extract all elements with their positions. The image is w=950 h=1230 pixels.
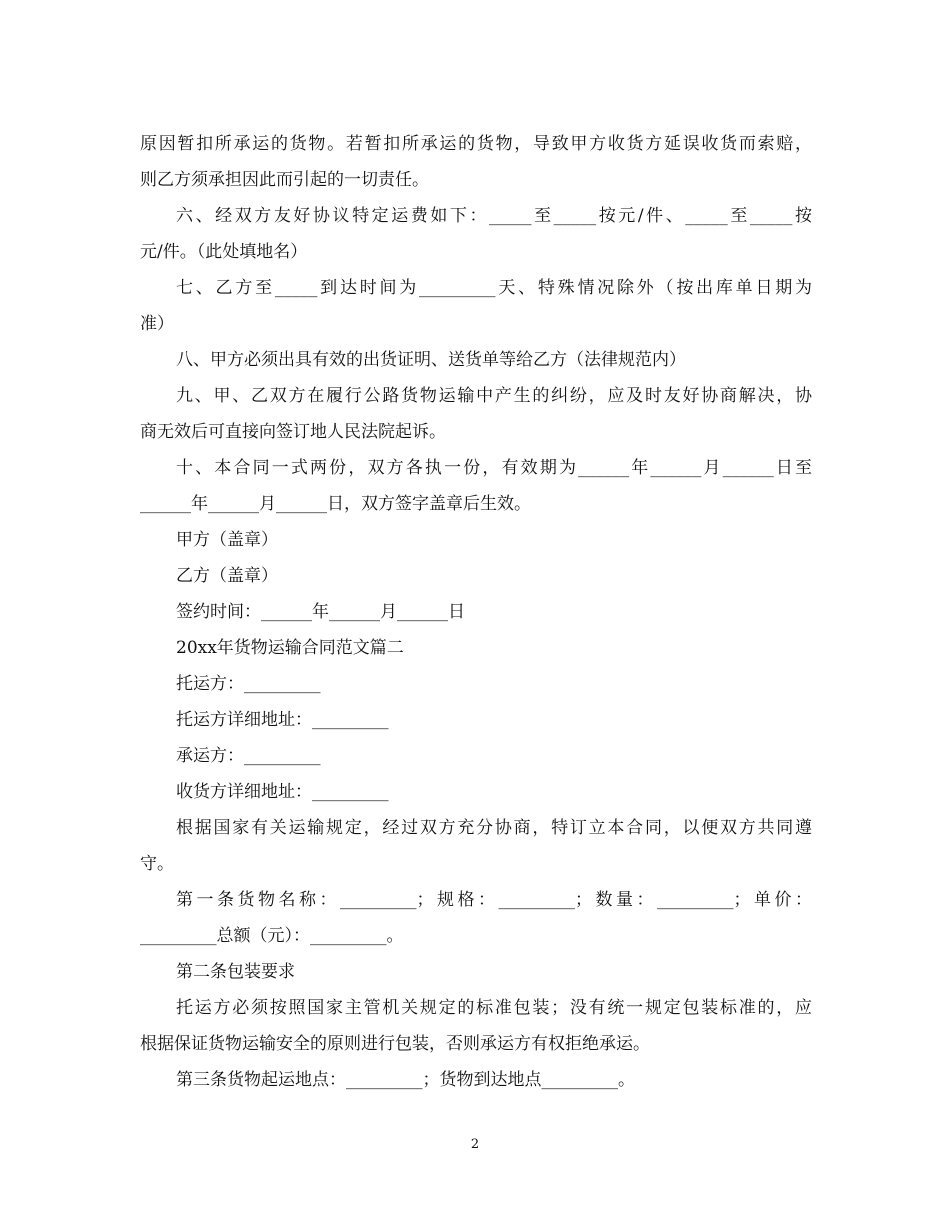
- article-two-line: 根据保证货物运输安全的原则进行包装，否则承运方有权拒绝承运。: [140, 1034, 650, 1054]
- clause-seven-line: 准）: [140, 314, 174, 334]
- article-one-line: 第一条货物名称：_________；规格：_________；数量：_________；单价：: [176, 890, 812, 910]
- clause-ten-line: 十、本合同一式两份，双方各执一份，有效期为______年______月______日至: [176, 458, 812, 478]
- clause-six-line: 元/件。（此处填地名）: [140, 242, 308, 262]
- clause-seven-line: 七、乙方至_____到达时间为_________天、特殊情况除外（按出库单日期为: [176, 278, 812, 298]
- page-number: 2: [470, 1137, 480, 1152]
- document-body: [140, 126, 812, 1098]
- party-a-seal: 甲方（盖章）: [176, 530, 278, 550]
- clause-six-line: 六、经双方友好协议特定运费如下：_____至_____按元/件、_____至_____按: [176, 206, 812, 226]
- shipper-field: 托运方：_________: [176, 674, 321, 694]
- preamble-line: 守。: [140, 854, 174, 874]
- preamble-line: 根据国家有关运输规定，经过双方充分协商，特订立本合同，以便双方共同遵: [176, 818, 812, 838]
- paragraph-line: 则乙方须承担因此而引起的一切责任。: [140, 170, 429, 190]
- article-three-line: 第三条货物起运地点：_________；货物到达地点_________。: [176, 1070, 635, 1090]
- shipper-address-field: 托运方详细地址：_________: [176, 710, 389, 730]
- party-b-seal: 乙方（盖章）: [176, 566, 278, 586]
- clause-ten-line: ______年______月______日，双方签字盖章后生效。: [140, 494, 531, 514]
- paragraph-line: 原因暂扣所承运的货物。若暂扣所承运的货物，导致甲方收货方延误收货而索赔，: [140, 134, 812, 154]
- section-title: 20xx年货物运输合同范文篇二: [176, 638, 404, 658]
- clause-nine-line: 商无效后可直接向签订地人民法院起诉。: [140, 422, 446, 442]
- article-two-line: 托运方必须按照国家主管机关规定的标准包装；没有统一规定包装标准的，应: [176, 998, 812, 1018]
- article-one-line: _________总额（元）：_________。: [140, 926, 404, 946]
- clause-nine-line: 九、甲、乙双方在履行公路货物运输中产生的纠纷，应及时友好协商解决，协: [176, 386, 812, 406]
- consignee-address-field: 收货方详细地址：_________: [176, 782, 389, 802]
- carrier-field: 承运方：_________: [176, 746, 321, 766]
- clause-eight-line: 八、甲方必须出具有效的出货证明、送货单等给乙方（法律规范内）: [176, 350, 686, 370]
- signing-date: 签约时间：______年______月______日: [176, 602, 465, 622]
- article-two-heading: 第二条包装要求: [176, 962, 295, 982]
